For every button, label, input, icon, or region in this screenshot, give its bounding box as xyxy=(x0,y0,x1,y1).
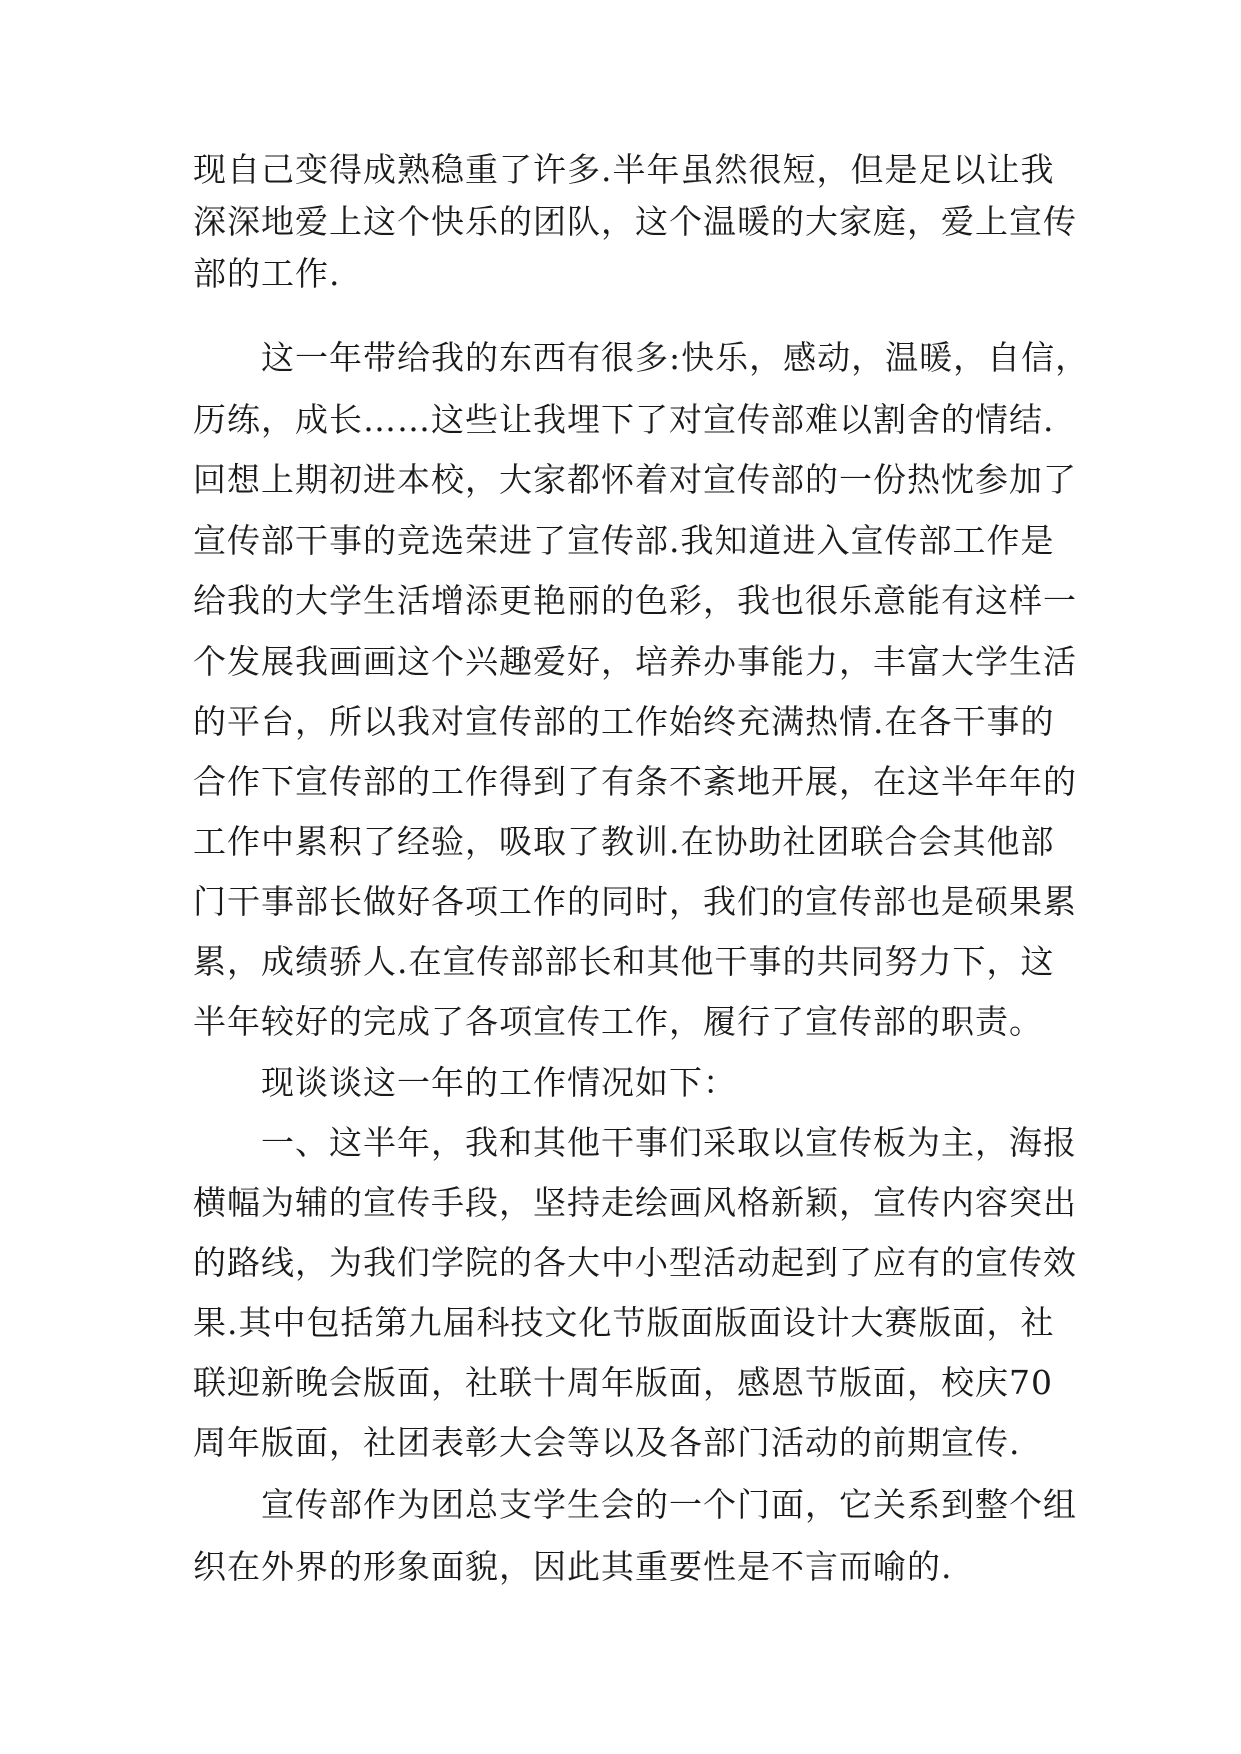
text-line: 半年较好的完成了各项宣传工作，履行了宣传部的职责。 xyxy=(193,1002,1043,1041)
text-line: 个发展我画画这个兴趣爱好，培养办事能力，丰富大学生活 xyxy=(193,642,1077,681)
text-line: 宣传部干事的竞选荣进了宣传部.我知道进入宣传部工作是 xyxy=(193,521,1055,560)
text-line: 深深地爱上这个快乐的团队，这个温暖的大家庭，爱上宣传 xyxy=(193,202,1077,241)
text-line: 联迎新晚会版面，社联十周年版面，感恩节版面，校庆70 xyxy=(193,1363,1053,1402)
text-line: 门干事部长做好各项工作的同时，我们的宣传部也是硕果累 xyxy=(193,882,1077,921)
text-line: 工作中累积了经验，吸取了教训.在协助社团联合会其他部 xyxy=(193,822,1055,861)
text-line: 的平台，所以我对宣传部的工作始终充满热情.在各干事的 xyxy=(193,702,1055,741)
text-line: 横幅为辅的宣传手段，坚持走绘画风格新颖，宣传内容突出 xyxy=(193,1183,1077,1222)
text-line: 周年版面，社团表彰大会等以及各部门活动的前期宣传. xyxy=(193,1423,1021,1462)
text-line: 现谈谈这一年的工作情况如下： xyxy=(193,1063,737,1102)
text-line: 部的工作. xyxy=(193,254,341,293)
text-line: 回想上期初进本校，大家都怀着对宣传部的一份热忱参加了 xyxy=(193,460,1077,499)
text-line: 一、这半年，我和其他干事们采取以宣传板为主，海报 xyxy=(193,1123,1077,1162)
text-line: 宣传部作为团总支学生会的一个门面，它关系到整个组 xyxy=(193,1485,1077,1524)
text-line: 织在外界的形象面貌，因此其重要性是不言而喻的. xyxy=(193,1547,953,1586)
text-line: 这一年带给我的东西有很多:快乐，感动，温暖，自信， xyxy=(193,338,1090,377)
text-line: 历练，成长……这些让我埋下了对宣传部难以割舍的情结. xyxy=(193,400,1055,439)
text-line: 的路线，为我们学院的各大中小型活动起到了应有的宣传效 xyxy=(193,1243,1077,1282)
text-line: 果.其中包括第九届科技文化节版面版面设计大赛版面，社 xyxy=(193,1303,1055,1342)
text-line: 现自己变得成熟稳重了许多.半年虽然很短，但是足以让我 xyxy=(193,150,1055,189)
text-line: 累，成绩骄人.在宣传部部长和其他干事的共同努力下，这 xyxy=(193,942,1055,981)
text-line: 给我的大学生活增添更艳丽的色彩，我也很乐意能有这样一 xyxy=(193,581,1077,620)
text-line: 合作下宣传部的工作得到了有条不紊地开展，在这半年年的 xyxy=(193,762,1077,801)
